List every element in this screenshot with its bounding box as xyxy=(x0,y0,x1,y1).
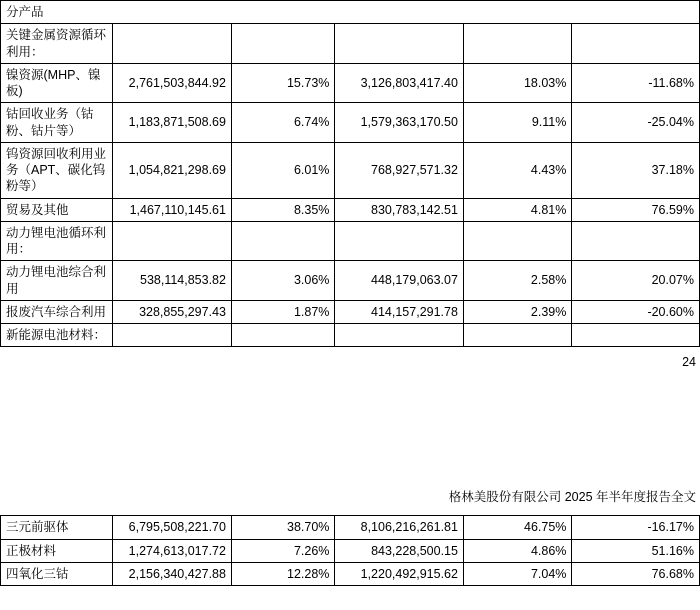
row-pct-current: 8.35% xyxy=(231,198,334,221)
row-pct-current: 15.73% xyxy=(231,63,334,103)
row-amount-current: 6,795,508,221.70 xyxy=(113,516,232,539)
row-label: 正极材料 xyxy=(1,539,113,562)
section-header-cell: 分产品 xyxy=(1,1,700,24)
row-pct-prev: 46.75% xyxy=(463,516,571,539)
row-label: 贸易及其他 xyxy=(1,198,113,221)
row-pct-prev: 2.58% xyxy=(463,261,571,301)
row-pct-current: 6.74% xyxy=(231,103,334,143)
row-label: 动力锂电池综合利用 xyxy=(1,261,113,301)
row-amount-current xyxy=(113,221,232,261)
row-change xyxy=(572,221,700,261)
row-pct-prev: 4.43% xyxy=(463,142,571,198)
row-amount-prev xyxy=(335,24,464,64)
bottom-financial-table xyxy=(0,515,700,586)
table-row xyxy=(1,142,700,198)
row-amount-current: 328,855,297.43 xyxy=(113,300,232,323)
table-row xyxy=(1,300,700,323)
row-amount-current xyxy=(113,24,232,64)
row-pct-prev xyxy=(463,324,571,347)
row-amount-current: 1,183,871,508.69 xyxy=(113,103,232,143)
row-pct-prev: 9.11% xyxy=(463,103,571,143)
row-pct-prev: 18.03% xyxy=(463,63,571,103)
row-label: 钨资源回收利用业务（APT、碳化钨粉等） xyxy=(1,142,113,198)
row-amount-prev: 1,220,492,915.62 xyxy=(335,562,464,585)
row-change: 76.59% xyxy=(572,198,700,221)
row-label: 镍资源(MHP、镍板) xyxy=(1,63,113,103)
row-amount-prev: 1,579,363,170.50 xyxy=(335,103,464,143)
page-number: 24 xyxy=(682,355,696,370)
row-change xyxy=(572,24,700,64)
row-amount-current: 1,274,613,017.72 xyxy=(113,539,232,562)
row-amount-prev: 448,179,063.07 xyxy=(335,261,464,301)
row-amount-prev: 768,927,571.32 xyxy=(335,142,464,198)
row-change: 37.18% xyxy=(572,142,700,198)
row-amount-prev xyxy=(335,221,464,261)
row-pct-current: 38.70% xyxy=(231,516,334,539)
table-row xyxy=(1,1,700,24)
row-pct-prev: 4.81% xyxy=(463,198,571,221)
row-pct-prev: 7.04% xyxy=(463,562,571,585)
row-amount-prev: 8,106,216,261.81 xyxy=(335,516,464,539)
table-row xyxy=(1,324,700,347)
table-row xyxy=(1,539,700,562)
row-pct-current xyxy=(231,24,334,64)
report-footer-title: 格林美股份有限公司 2025 年半年度报告全文 xyxy=(448,490,696,505)
row-amount-prev xyxy=(335,324,464,347)
page-break-gap xyxy=(0,369,700,487)
row-amount-prev: 414,157,291.78 xyxy=(335,300,464,323)
row-change: 76.68% xyxy=(572,562,700,585)
row-label: 关键金属资源循环利用： xyxy=(1,24,113,64)
row-pct-prev xyxy=(463,24,571,64)
row-change: 51.16% xyxy=(572,539,700,562)
row-amount-current: 1,467,110,145.61 xyxy=(113,198,232,221)
table-row xyxy=(1,516,700,539)
table-row xyxy=(1,562,700,585)
row-label: 四氧化三钴 xyxy=(1,562,113,585)
table-row xyxy=(1,221,700,261)
row-label: 三元前驱体 xyxy=(1,516,113,539)
table-row xyxy=(1,63,700,103)
table-row xyxy=(1,103,700,143)
row-change: 20.07% xyxy=(572,261,700,301)
table-row xyxy=(1,24,700,64)
row-amount-current: 2,761,503,844.92 xyxy=(113,63,232,103)
row-amount-prev: 830,783,142.51 xyxy=(335,198,464,221)
row-pct-prev xyxy=(463,221,571,261)
row-pct-current: 6.01% xyxy=(231,142,334,198)
row-pct-prev: 4.86% xyxy=(463,539,571,562)
row-pct-current: 1.87% xyxy=(231,300,334,323)
row-change xyxy=(572,324,700,347)
row-change: -25.04% xyxy=(572,103,700,143)
row-label: 动力锂电池循环利用： xyxy=(1,221,113,261)
row-pct-current: 12.28% xyxy=(231,562,334,585)
row-label: 钴回收业务（钴粉、钴片等） xyxy=(1,103,113,143)
row-change: -16.17% xyxy=(572,516,700,539)
row-amount-current: 1,054,821,298.69 xyxy=(113,142,232,198)
row-pct-current xyxy=(231,324,334,347)
row-label: 新能源电池材料： xyxy=(1,324,113,347)
row-amount-current xyxy=(113,324,232,347)
row-amount-prev: 3,126,803,417.40 xyxy=(335,63,464,103)
row-pct-current xyxy=(231,221,334,261)
row-change: -20.60% xyxy=(572,300,700,323)
row-pct-prev: 2.39% xyxy=(463,300,571,323)
row-change: -11.68% xyxy=(572,63,700,103)
row-pct-current: 3.06% xyxy=(231,261,334,301)
table-row xyxy=(1,261,700,301)
row-amount-prev: 843,228,500.15 xyxy=(335,539,464,562)
row-amount-current: 2,156,340,427.88 xyxy=(113,562,232,585)
table-row xyxy=(1,198,700,221)
row-label: 报废汽车综合利用 xyxy=(1,300,113,323)
row-amount-current: 538,114,853.82 xyxy=(113,261,232,301)
row-pct-current: 7.26% xyxy=(231,539,334,562)
